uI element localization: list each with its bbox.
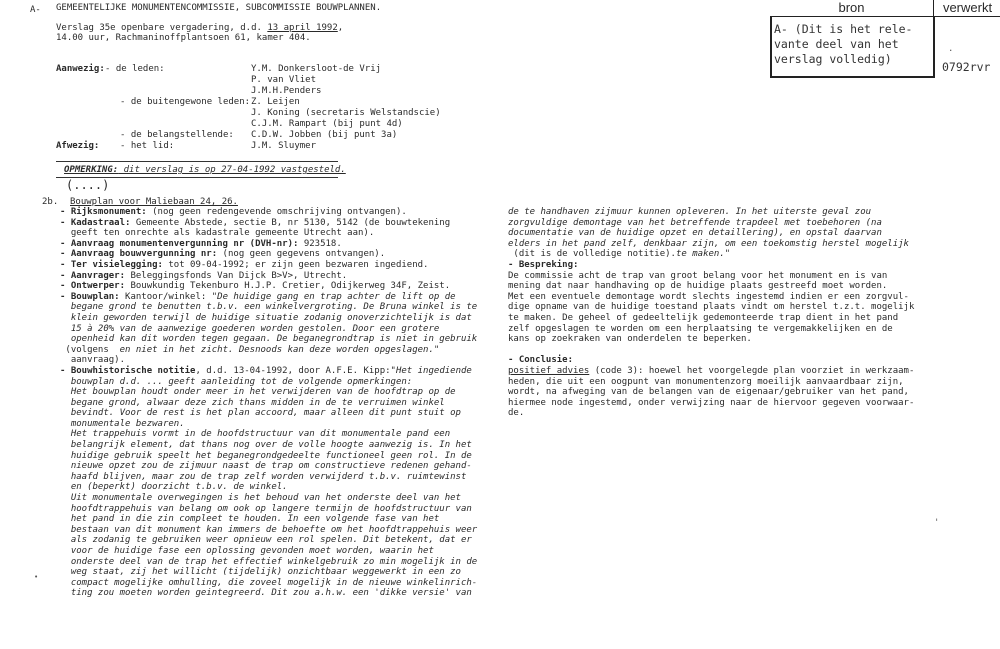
right-column [508,207,914,419]
text-line [60,419,477,430]
aanwezig-label: Aanwezig: [56,64,105,74]
text-line [60,281,477,292]
remark [64,165,346,175]
text-line [60,249,477,260]
text-line [60,313,477,324]
text-italic-segment: begane grond, alwaar deze zich thans midden in de te verruimen winkel [60,397,445,408]
text-line [508,207,914,218]
text-segment: (volgens [60,344,109,355]
source-code: 0792rvr [942,60,991,74]
meeting-comma: , [337,23,344,33]
text-line [60,228,477,239]
text-line [508,398,914,409]
text-line [60,493,477,504]
meeting-label: Verslag 35e openbare vergadering, d.d. [56,23,262,33]
absentee-name: J.M. Sluymer [251,141,317,151]
text-bold-segment: - Aanvraag bouwvergunning nr: [60,249,218,260]
text-bold-segment: - Bespreking: [508,259,579,270]
text-italic-segment: Het trappehuis vormt in de hoofdstructuur van dit monumentale pand een [60,429,451,440]
text-italic-segment: elders in het pand zelf, denkbaar zijn, om een toekomstig herstel mogelijk [508,238,909,249]
text-line [60,504,477,515]
text-bold-segment: - Bouwplan: [60,291,120,302]
text-line [508,302,914,313]
remark-ellipsis: (....) [66,178,110,192]
text-line [60,324,477,335]
text-italic-segment: documentatie van de huidige opzet en detaillering), en opstal daarvan [508,228,882,239]
group-lid-label: - het lid: [120,141,175,151]
text-segment: , d.d. 13-04-1992, door A.F.E. Kipp: [195,365,391,376]
text-bold-segment: - Aanvraag monumentenvergunning nr (DVH-nr): [60,238,299,249]
text-italic-segment: bestaan van dit monument kan immers de behoefte om het hoofdtrappehuis weer [60,524,478,535]
text-italic-segment: onderste deel van de trap het effectief winkelgebruik zo min mogelijk in de [60,556,478,567]
attendee-name: Z. Leijen [251,97,300,107]
text-line [60,218,477,229]
text-line [60,451,477,462]
text-italic-segment: voor de huidige fase een oplossing gevonden moet worden, waarin het [60,546,434,556]
text-line [60,408,477,419]
text-italic-segment: het pand in die zin compleet te houden. In een volgende fase van het [60,514,440,525]
text-segment: Beleggingsfonds Van Dijck B>V>, Utrecht. [125,270,348,281]
text-bold-segment: - Ontwerper: [60,281,126,292]
text-segment: mening dat naar handhaving op de huidige plaats gestreefd moet worden. [508,281,888,292]
text-line [508,260,914,271]
attendee-name: J. Koning (secretaris Welstandscie) [251,108,441,118]
text-segment: te maken. De geheel of gedeeltelijk gedemonteerde trap dient in het pand [508,312,899,323]
text-segment: heden, die uit een oogpunt van monumentenzorg moeilijk aanvaardbaar zijn, [508,376,904,387]
text-line [60,355,477,366]
text-line [60,482,477,493]
text-segment: (dit is de volledige notitie). [508,249,676,260]
item-number: 2b. [42,197,59,207]
text-italic-segment: monumentale bezwaren. [60,418,185,429]
source-note-line-1: A- (Dit is het rele- [774,22,913,36]
text-italic-segment: zorgvuldige demontage van het betreffende trapdeel met toebehoren (na [508,217,882,228]
bron-header: bron [770,0,934,17]
text-line [60,398,477,409]
text-line [60,472,477,483]
attendee-name: C.J.M. Rampart (bij punt 4d) [251,119,403,129]
text-italic-segment: begane grond te benutten t.b.v. een winkelvergroting. De Bruna winkel is te [60,302,478,313]
text-italic-segment: en (beperkt) doorzicht t.b.v. de winkel. [60,482,288,493]
group-buitengewone-label: - de buitengewone leden: [120,97,251,107]
text-italic-segment: bouwplan d.d. ... geeft aanleiding tot de volgende opmerkingen: [60,376,413,387]
text-segment: Kantoor/winkel: [119,291,212,302]
text-italic-segment: als zodanig te gebruiken weer opnieuw een rol spelen. Dit betekent, dat er [60,535,472,546]
document-title: GEMEENTELIJKE MONUMENTENCOMMISSIE, SUBCOMMISSIE BOUWPLANNEN. [56,3,382,13]
text-italic-segment: belangrijk element, dat thans nog over de volle hoogte aanwezig is. In het [60,440,472,451]
text-italic-segment: huidige gebruik speelt het beganegrondgedeelte functioneel geen rol. In de [60,450,472,461]
text-segment: De commissie acht de trap van groot belang voor het monument en is van [508,270,888,281]
text-line [60,366,477,377]
text-line [508,281,914,292]
text-italic-segment: openheid kan dit worden tegen gegaan. De beganegrondtrap is niet in gebruik [60,334,478,345]
text-segment: aanvraag). [60,355,126,366]
source-box-divider [933,16,935,78]
text-line [60,440,477,451]
text-line [508,334,914,345]
text-line [508,271,914,282]
speck-mark: . [948,44,954,54]
item-title: Bouwplan voor Maliebaan 24, 26. [70,197,238,207]
text-line [60,525,477,536]
text-line [508,313,914,324]
text-line [60,578,477,589]
text-segment: wordt, na afweging van de belangen van de eigenaar/gebruiker van het pand, [508,387,909,398]
text-line [508,377,914,388]
text-line [60,292,477,303]
group-belangstellende-label: - de belangstellende: [120,130,234,140]
text-italic-segment: nieuwe opzet zou de zijmuur naast de trap om constructieve redenen gehand- [60,461,472,472]
source-box-left-border [770,16,772,78]
text-line [60,302,477,313]
text-line [60,377,477,388]
text-segment: (nog geen gegevens ontvangen). [217,249,386,260]
text-italic-segment: "De huidige gang en trap achter de lift op de [211,291,456,302]
attendee-name: Y.M. Donkersloot-de Vrij [251,64,382,74]
text-line [60,271,477,282]
text-segment: Gemeente Abstede, sectie B, nr 5130, 5142 (de bouwtekening [130,217,451,228]
text-line [508,249,914,260]
text-line [60,239,477,250]
text-segment: Met een eventuele demontage wordt slechts ingestemd indien er een zorgvul- [508,291,909,302]
verwerkt-header: verwerkt [935,0,1000,17]
left-column [60,207,477,599]
text-segment: hiermee node ingestemd, onder verwijzing naar de hiervoor gegeven voorwaar- [508,397,915,408]
text-line [60,461,477,472]
text-line [508,345,914,356]
text-line [60,514,477,525]
remark-label: OPMERKING: [64,165,119,175]
text-line [60,535,477,546]
text-line [508,324,914,335]
text-italic-segment: de te handhaven zijmuur kunnen opleveren. In het uiterste geval zou [508,207,872,217]
remark-rule-top [56,161,338,162]
text-line [508,355,914,366]
text-line [60,429,477,440]
text-segment: dige opname van de huidige toestand plaats vindt om herstel t.z.t. mogelijk [508,302,915,313]
text-line [60,345,477,356]
attendee-name: J.M.H.Penders [251,86,322,96]
text-segment: Bouwkundig Tekenburo H.J.P. Cretier, Odijkerweg 34F, Zeist. [125,281,451,292]
text-segment: tot 09-04-1992; er zijn geen bezwaren ingediend. [162,259,429,270]
text-line [508,218,914,229]
group-leden-label: - de leden: [105,64,165,74]
text-italic-segment: Het bouwplan houdt onder meer in het verwijderen van de hoofdtrap op de [60,387,456,398]
speck-mark: ' [934,518,940,528]
text-line [60,387,477,398]
text-segment: de. [508,408,525,419]
text-italic-segment: klein geworden terwijl de huidige situatie zodanig onoverzichtelijk is dat [60,312,472,323]
text-line [508,292,914,303]
text-line [60,334,477,345]
text-segment: zelf opgeslagen te worden om een herplaatsing te vergemakkelijken en de [508,323,893,334]
text-line [508,387,914,398]
text-bold-segment: - Rijksmonument: [60,207,147,217]
text-bold-segment: - Bouwhistorische notitie [60,365,196,376]
text-italic-segment: haafd blijven, maar zou de trap zelf worden verwijderd t.b.v. ruimtewinst [60,471,467,482]
text-italic-segment: te maken." [675,249,731,260]
source-box-bottom-border [770,76,933,78]
attendee-name: C.D.W. Jobben (bij punt 3a) [251,130,398,140]
text-line [60,557,477,568]
text-segment: (code 3): hoewel het voorgelegde plan voorziet in werkzaam- [589,365,915,376]
text-line [508,366,914,377]
text-bold-segment: - Kadastraal: [60,217,131,228]
text-bold-segment: - Conclusie: [508,355,574,366]
text-line [60,207,477,218]
text-italic-segment: Uit monumentale overwegingen is het behoud van het onderste deel van het [60,493,461,504]
text-underlined-segment: positief advies [508,365,590,376]
text-italic-segment: hoofdtrappehuis van belang om ook op langere termijn de hoofdstructuur van [60,503,472,514]
attendee-name: P. van Vliet [251,75,317,85]
text-italic-segment: weg staat, zij het willicht (tijdelijk) onzichtbaar weggewerkt in een zo [60,567,461,578]
text-line [60,567,477,578]
text-segment: 923518. [298,238,342,249]
afwezig-label: Afwezig: [56,141,100,151]
source-box [770,0,1000,78]
meeting-line [56,23,343,33]
speck-mark: • [34,573,39,581]
text-segment: (nog geen redengevende omschrijving ontvangen). [146,207,407,217]
text-line [60,588,477,599]
remark-text: dit verslag is op 27-04-1992 vastgesteld. [118,165,346,175]
text-italic-segment: compact mogelijke omhulling, die zoveel mogelijk in de nieuwe winkelinrich- [60,577,478,588]
text-line [508,228,914,239]
text-italic-segment: ting zou moeten worden geintegreerd. Dit zou a.h.w. een 'dikke versie' van [60,588,472,599]
source-note-line-3: verslag volledig) [774,52,892,66]
text-segment: kans op zoekraken van onderdelen te beperken. [508,334,752,345]
text-bold-segment: - Aanvrager: [60,270,126,281]
text-bold-segment: - Ter visielegging: [60,259,163,270]
text-line [60,260,477,271]
meeting-date: 13 april 1992 [267,23,338,33]
text-segment: geeft ten onrechte als kadastrale gemeente Utrecht aan). [60,228,375,239]
margin-marker: A- [30,5,41,15]
text-italic-segment: en niet in het zicht. Desnoods kan deze worden opgeslagen." [108,344,440,355]
text-line [60,546,477,557]
meeting-place: 14.00 uur, Rachmaninoffplantsoen 61, kamer 404. [56,33,311,43]
text-italic-segment: bevindt. Voor de rest is het plan accoord, maar alleen dit punt stuit op [60,408,461,419]
text-line [508,408,914,419]
text-italic-segment: 15 à 20% van de aanwezige goederen worden gestolen. Door een grotere [60,323,440,334]
text-line [508,239,914,250]
text-italic-segment: "Het ingediende [390,365,472,376]
source-note-line-2: vante deel van het [774,37,899,51]
